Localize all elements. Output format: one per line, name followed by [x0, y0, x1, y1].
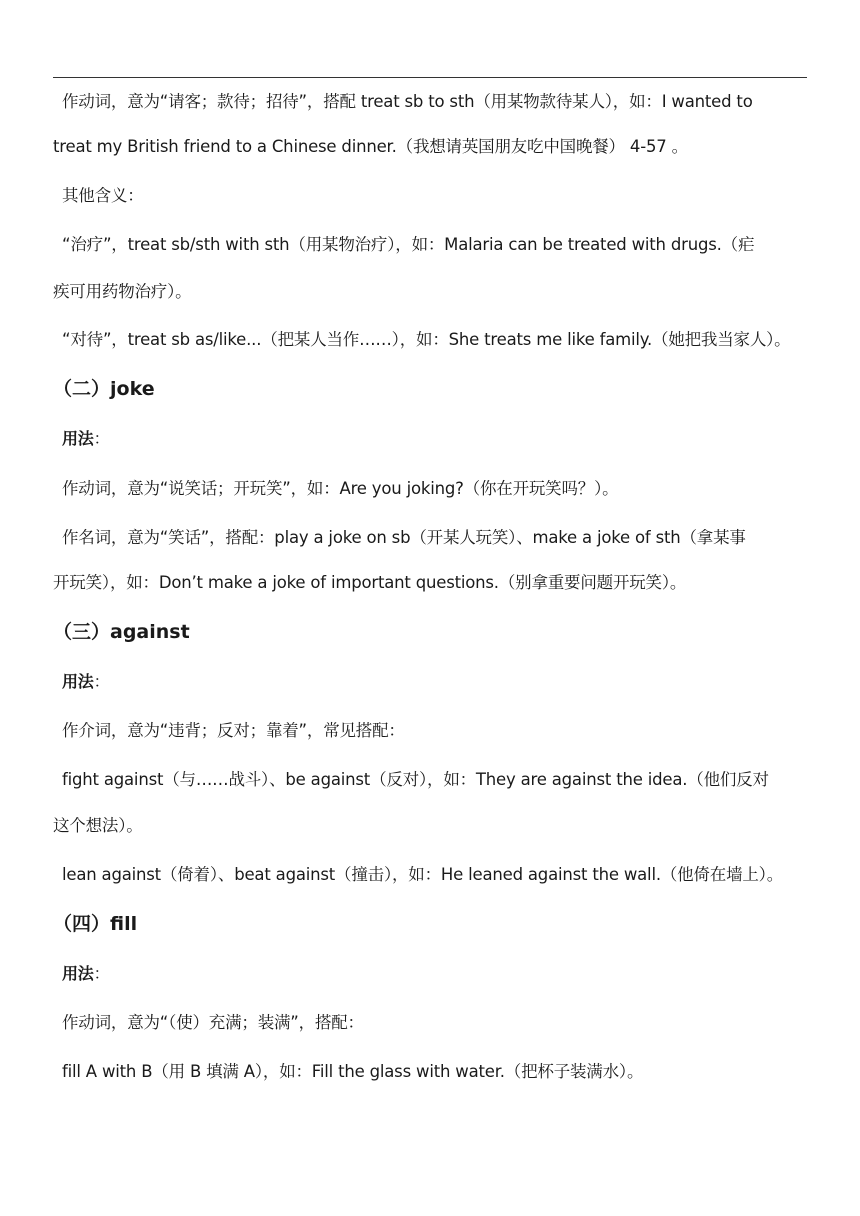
- joke-noun-sense-continued: 开玩笑），如：Don’t make a joke of important questions.（别拿重要问题开玩笑）。: [53, 573, 687, 592]
- section-heading-joke: （二）joke: [53, 378, 155, 400]
- treat-regard-sense: “对待”，treat sb as/like...（把某人当作……），如：She treats me like family.（她把我当家人）。: [62, 330, 791, 349]
- treat-verb-sense-continued: treat my British friend to a Chinese dinner.（我想请英国朋友吃中国晚餐） 4-57 。: [53, 137, 688, 156]
- other-meanings-label: 其他含义：: [62, 186, 144, 205]
- joke-noun-sense: 作名词，意为“笑话”，搭配：play a joke on sb（开某人玩笑）、make a joke of sth（拿某事: [62, 528, 746, 547]
- against-prep-sense: 作介词，意为“违背；反对；靠着”，常见搭配：: [62, 721, 405, 740]
- treat-verb-sense: 作动词，意为“请客；款待；招待”，搭配 treat sb to sth（用某物款待某人），如：I wanted to: [62, 92, 753, 111]
- section-heading-fill: （四）fill: [53, 913, 138, 935]
- treat-cure-sense: “治疗”，treat sb/sth with sth（用某物治疗），如：Malaria can be treated with drugs.（疟: [62, 235, 755, 254]
- fill-collocation: fill A with B（用 B 填满 A），如：Fill the glass with water.（把杯子装满水）。: [62, 1062, 644, 1081]
- section-heading-against: （三）against: [53, 621, 190, 643]
- fill-verb-sense: 作动词，意为“（使）充满；装满”，搭配：: [62, 1013, 364, 1032]
- usage-label-against: 用法：: [62, 672, 110, 691]
- against-collocation-2: lean against（倚着）、beat against（撞击），如：He leaned against the wall.（他倚在墙上）。: [62, 865, 784, 884]
- usage-label-joke: 用法：: [62, 429, 110, 448]
- treat-cure-sense-continued: 疾可用药物治疗）。: [53, 282, 192, 301]
- against-collocation-1-continued: 这个想法）。: [53, 816, 143, 835]
- usage-label-fill: 用法：: [62, 964, 110, 983]
- joke-verb-sense: 作动词，意为“说笑话；开玩笑”，如：Are you joking?（你在开玩笑吗？）。: [62, 479, 619, 498]
- against-collocation-1: fight against（与……战斗）、be against（反对），如：They are against the idea.（他们反对: [62, 770, 769, 789]
- top-rule: [53, 77, 807, 78]
